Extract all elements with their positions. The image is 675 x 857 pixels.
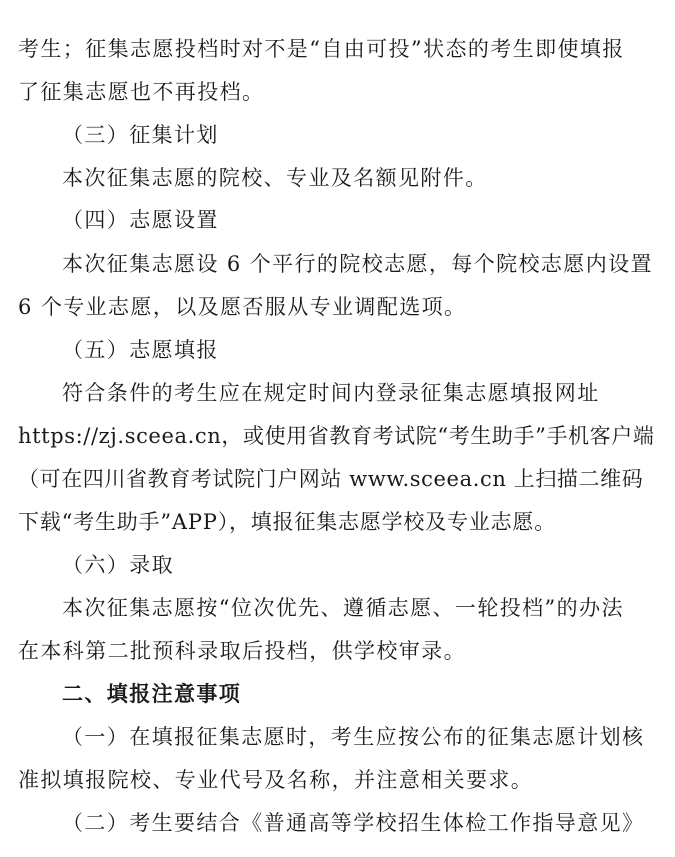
- paragraph-line: https://zj.sceea.cn，或使用省教育考试院“考生助手”手机客户端: [18, 424, 655, 448]
- paragraph-line: 符合条件的考生应在规定时间内登录征集志愿填报网址: [62, 381, 600, 405]
- section-heading-4: （四）志愿设置: [62, 208, 219, 232]
- paragraph-line: （二）考生要结合《普通高等学校招生体检工作指导意见》: [62, 811, 645, 835]
- paragraph-line: 考生；征集志愿投档时对不是“自由可投”状态的考生即使填报: [18, 37, 625, 61]
- paragraph-line: （可在四川省教育考试院门户网站 www.sceea.cn 上扫描二维码: [18, 467, 644, 491]
- section-heading-6: （六）录取: [62, 553, 174, 577]
- paragraph-line: 下载“考生助手”APP），填报征集志愿学校及专业志愿。: [18, 510, 556, 534]
- section-heading-5: （五）志愿填报: [62, 338, 219, 362]
- paragraph-line: 了征集志愿也不再投档。: [18, 80, 265, 104]
- paragraph-line: 6 个专业志愿，以及愿否服从专业调配选项。: [18, 295, 467, 319]
- paragraph-line: 准拟填报院校、专业代号及名称，并注意相关要求。: [18, 768, 534, 792]
- section-heading-3: （三）征集计划: [62, 123, 219, 147]
- chapter-heading-2: 二、填报注意事项: [62, 681, 242, 706]
- paragraph-line: 本次征集志愿按“位次优先、遵循志愿、一轮投档”的办法: [62, 596, 624, 620]
- paragraph-line: 本次征集志愿的院校、专业及名额见附件。: [62, 166, 488, 190]
- paragraph-line: 在本科第二批预科录取后投档，供学校审录。: [18, 639, 466, 663]
- paragraph-line: 本次征集志愿设 6 个平行的院校志愿，每个院校志愿内设置: [62, 252, 653, 276]
- paragraph-line: （一）在填报征集志愿时，考生应按公布的征集志愿计划核: [62, 725, 645, 749]
